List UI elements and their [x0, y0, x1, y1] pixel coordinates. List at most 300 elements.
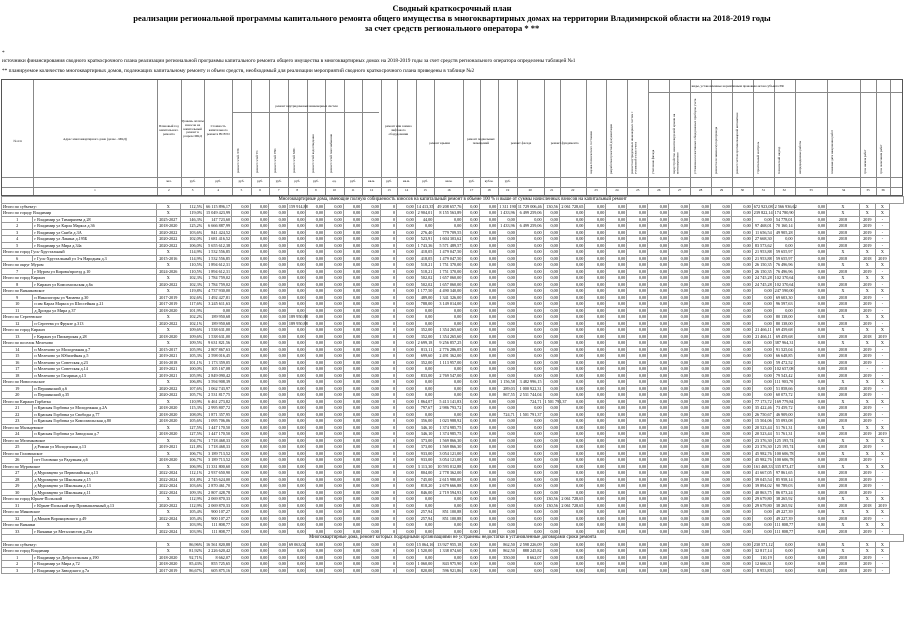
row-value: 0,00	[498, 307, 517, 314]
row-value: 0,00	[559, 307, 585, 314]
row-value: 0,00	[397, 483, 416, 490]
row-value: Х	[827, 203, 860, 210]
row-value: 0,00	[585, 457, 606, 464]
row-value: 0,00	[397, 333, 416, 340]
row-value: 0,00	[232, 392, 251, 399]
row-number: 10	[2, 301, 33, 308]
row-value: 0,00	[434, 216, 463, 223]
header-group-basement: ремонт подвальных помещений	[467, 137, 495, 145]
row-value: 0,00	[648, 320, 669, 327]
row-value: 0,00	[543, 249, 559, 256]
row-value: 0,00	[559, 561, 585, 568]
row-value: 0,00	[669, 301, 690, 308]
row-value: 125 195,74	[774, 444, 794, 450]
row-value: 0,00	[794, 509, 827, 516]
row-value: 0,00	[498, 444, 517, 451]
row-value: 0,00	[559, 515, 585, 522]
row-value: 0,00	[648, 281, 669, 288]
row-address: г Киржач ул Комсомольская д.6а	[33, 281, 156, 288]
row-value: 0,00	[479, 288, 498, 295]
row-value: 0,00	[479, 561, 498, 568]
row-payment-level: 112,9%	[180, 496, 203, 503]
row-value: 0,00	[232, 229, 251, 236]
row-value: 0,00	[325, 522, 344, 529]
row-value: 0,00	[306, 418, 325, 425]
row-value: 0,00	[606, 294, 627, 301]
row-value: 0,00	[585, 203, 606, 210]
row-value: 39 894,02	[752, 483, 773, 490]
row-value: 0,00	[627, 262, 648, 269]
row-value: 346,10	[415, 424, 434, 431]
row-value: 0,00	[287, 262, 306, 269]
row-number: 14	[2, 346, 33, 353]
row-value: 0,00	[479, 249, 498, 256]
row-value: 0,00	[710, 385, 731, 392]
row-value: 373,00	[415, 444, 434, 451]
row-payment-level: 115,3%	[180, 405, 203, 412]
row-value: 2 776 286,05	[434, 346, 463, 353]
row-value: 0,00	[752, 216, 773, 223]
row-value: Х	[827, 541, 860, 548]
row-value: 29 679,80	[752, 502, 773, 509]
row-total-cost: 2 069 870,33	[204, 496, 232, 503]
row-value: 0,00	[752, 320, 773, 327]
row-value: 0,00	[463, 210, 479, 217]
row-value: 1 113 957,00	[434, 359, 463, 366]
row-value: -	[875, 216, 889, 223]
row-value: 0,00	[710, 249, 731, 256]
row-value: 2018	[827, 457, 860, 464]
row-value: 0,00	[306, 405, 325, 412]
row-value: 0,00	[689, 255, 710, 262]
row-value: 0,00	[627, 288, 648, 295]
row-payment-level: 102,3%	[180, 275, 203, 282]
row-value: 0,00	[559, 210, 585, 217]
row-value: 0,00	[689, 379, 710, 386]
row-value: 0,00	[362, 437, 381, 444]
row-value: 0	[380, 392, 396, 399]
row-value: 0,00	[794, 288, 827, 295]
row-value: 0,00	[794, 541, 827, 548]
row-year: Х	[156, 463, 180, 470]
row-value: -	[875, 223, 889, 230]
row-value: 0,00	[306, 249, 325, 256]
row-value: 0,00	[250, 567, 269, 574]
row-value: 0,00	[232, 314, 251, 321]
row-value: 0,00	[415, 314, 434, 321]
row-value: 0,00	[498, 216, 517, 223]
row-value: 0,00	[343, 450, 362, 457]
row-value: 23 376,30	[752, 437, 773, 444]
row-value: 0,00	[463, 281, 479, 288]
row-value: 0,00	[627, 457, 648, 464]
row-value: 5 413 141,83	[434, 398, 463, 405]
row-value: 0,00	[516, 275, 543, 282]
row-value: 77 173,72	[752, 398, 773, 405]
row-value: 51 858,66	[773, 385, 794, 392]
row-value: 0,00	[516, 515, 543, 522]
row-value: 0,00	[434, 385, 463, 392]
row-value: 0,00	[606, 301, 627, 308]
row-payment-level: 106,7%	[180, 457, 203, 464]
row-value: 0,00	[669, 210, 690, 217]
row-address: п Мелехово ул Советская д.14	[33, 366, 156, 373]
row-value: 0,00	[463, 561, 479, 568]
header-unit: руб.	[257, 179, 263, 183]
row-value: 0,00	[232, 249, 251, 256]
row-value: 0,00	[606, 437, 627, 444]
row-value: 0	[380, 301, 396, 308]
row-total-cost: 6 461 273,82	[204, 398, 232, 405]
row-value: Х	[859, 424, 875, 431]
row-total-cost: 3 594 908,39	[204, 379, 232, 386]
row-value: -	[875, 470, 889, 477]
header-col-number: 15	[423, 188, 427, 192]
row-value: 0,00	[585, 385, 606, 392]
row-value: 0,00	[250, 502, 269, 509]
row-value: 0	[380, 275, 396, 282]
row-number: 27	[2, 470, 33, 477]
row-value: 0,00	[362, 405, 381, 412]
row-value: 0,00	[498, 242, 517, 249]
row-value: 0	[380, 210, 396, 217]
row-value: 0,00	[434, 411, 463, 418]
row-value: 0,00	[606, 496, 627, 503]
row-value: -	[875, 320, 889, 327]
row-number: 2	[2, 561, 33, 568]
row-value: 0,00	[516, 405, 543, 412]
row-value: 0	[380, 522, 396, 529]
row-value: 0,00	[362, 320, 381, 327]
row-value: 0,00	[516, 229, 543, 236]
row-value: 0,00	[669, 489, 690, 496]
row-value: 0,00	[585, 431, 606, 438]
row-payment-level: 103,9%	[180, 528, 203, 535]
row-value: 0,00	[306, 528, 325, 535]
row-payment-level: 105,9%	[180, 372, 203, 379]
row-value: 0,00	[710, 255, 731, 262]
row-value: -	[875, 366, 889, 373]
row-payment-level: 102,6%	[180, 294, 203, 301]
row-value: 0,00	[463, 216, 479, 223]
row-value: Х	[859, 203, 875, 210]
row-value: 0,00	[325, 203, 344, 210]
row-value: 0,00	[232, 437, 251, 444]
row-value: 0,00	[287, 561, 306, 568]
row-value: 0	[380, 450, 396, 457]
row-value: 0,00	[648, 470, 669, 477]
row-value: 0,00	[648, 548, 669, 555]
row-value: 0,00	[306, 262, 325, 269]
row-year: Х	[156, 275, 180, 282]
row-value: 0,00	[287, 372, 306, 379]
row-value: 0,00	[731, 541, 752, 548]
row-value: 0,00	[585, 353, 606, 360]
row-value: 2019	[859, 216, 875, 223]
row-value: 0,00	[250, 346, 269, 353]
row-value: 2019	[859, 431, 875, 438]
row-value: 0,00	[232, 294, 251, 301]
header-col-number: 6	[259, 188, 261, 192]
footnote-marker: *	[2, 50, 5, 56]
row-year: 2018-2020	[156, 457, 180, 464]
row-value: 862,50	[498, 541, 517, 548]
row-value: 0,00	[627, 314, 648, 321]
row-value: 0,00	[689, 554, 710, 561]
row-value: 2018	[827, 489, 860, 496]
row-value: 820,00	[415, 567, 434, 574]
row-value: 0,00	[648, 333, 669, 340]
row-value: 0,00	[731, 294, 752, 301]
row-value: 0,00	[362, 496, 381, 503]
row-value: 0,00	[463, 229, 479, 236]
row-value: 0,00	[731, 463, 752, 470]
row-value: 0,00	[479, 398, 498, 405]
row-total-cost: 15 049 423,99	[204, 210, 232, 217]
row-value: 0,00	[710, 437, 731, 444]
row-value: Х	[875, 463, 889, 470]
row-value: 0,00	[325, 307, 344, 314]
row-value: 0,00	[397, 496, 416, 503]
row-value: 0,00	[434, 314, 463, 321]
row-value: 0,00	[269, 372, 288, 379]
row-total-cost: 900 107,27	[204, 509, 232, 516]
row-value: 0,00	[498, 346, 517, 353]
row-value: 1 751 370,00	[434, 262, 463, 269]
row-value: 110,19	[752, 554, 773, 561]
row-value: 0,00	[250, 281, 269, 288]
row-value: 0,00	[689, 431, 710, 438]
row-value: 0,00	[463, 242, 479, 249]
row-value: 1 177,50	[415, 288, 434, 295]
row-value: 0,00	[362, 450, 381, 457]
row-value: 2 699,18	[415, 340, 434, 347]
row-value: 0,00	[269, 385, 288, 392]
row-value: 0,00	[559, 268, 585, 275]
row-value: 69 459,68	[773, 333, 794, 340]
header-col-number: 2	[167, 188, 170, 192]
row-number: 21	[2, 405, 33, 412]
row-total-cost: 3 245 611,63	[204, 301, 232, 308]
row-value: 0,00	[794, 437, 827, 444]
row-value: 0,00	[689, 476, 710, 483]
row-value: 2019	[859, 223, 875, 230]
row-value: 247 590,00	[774, 288, 794, 294]
row-value: 0,00	[543, 301, 559, 308]
row-value: 0	[380, 366, 396, 373]
row-value: 0,00	[752, 522, 773, 529]
row-address: п Красная Горбатка ул Молодежная д.2А	[33, 405, 156, 412]
row-value: 0,00	[648, 509, 669, 516]
row-value: 0,00	[627, 346, 648, 353]
row-value: 0	[380, 567, 396, 574]
row-value: 0,00	[731, 554, 752, 561]
row-value: 0,00	[543, 489, 559, 496]
row-value: 0,00	[794, 522, 827, 529]
row-value: 0,00	[269, 398, 288, 405]
row-payment-level: 127,5%	[180, 431, 203, 438]
table-header	[1, 79, 903, 196]
row-value: Х	[859, 275, 875, 282]
row-value: 0,00	[648, 405, 669, 412]
row-value: 2019	[875, 255, 889, 262]
row-value: 0,00	[710, 515, 731, 522]
row-value: 29 679,80	[752, 496, 773, 503]
row-value: 0,00	[306, 392, 325, 399]
row-value: 0,00	[479, 346, 498, 353]
row-value: 489,00	[415, 294, 434, 301]
row-value: 0,00	[250, 463, 269, 470]
row-value: 0,00	[250, 528, 269, 535]
document-title: Сводный краткосрочный план	[392, 3, 512, 13]
row-value: 0,00	[516, 437, 543, 444]
row-value: 85 958,14	[773, 476, 794, 483]
row-year: Х	[156, 548, 180, 555]
row-value: 0,00	[498, 340, 517, 347]
row-value: 0,00	[648, 496, 669, 503]
row-value: 0,00	[794, 405, 827, 412]
row-value: 0,00	[343, 522, 362, 529]
row-value: 0,00	[669, 275, 690, 282]
row-value: 0,00	[463, 301, 479, 308]
row-value: 91 525,04	[773, 346, 794, 353]
row-value: 0,00	[585, 288, 606, 295]
row-value: 0,00	[479, 437, 498, 444]
row-value: 0,00	[325, 431, 344, 438]
row-value: 0,00	[325, 340, 344, 347]
row-payment-level: 103,6%	[180, 483, 203, 490]
row-number: 12	[2, 320, 33, 327]
row-value: 0,00	[325, 288, 344, 295]
row-value: 0,00	[731, 320, 752, 327]
row-total-cost: 8 662,07	[204, 554, 232, 561]
row-payment-level: 102,3%	[180, 281, 203, 288]
row-value: 2019	[859, 457, 875, 464]
row-value: 0,00	[516, 561, 543, 568]
row-value: 0,00	[648, 216, 669, 223]
row-value: 0,00	[306, 359, 325, 366]
row-value: 0,00	[543, 392, 559, 399]
row-value: 0,00	[710, 431, 731, 438]
row-value: 0,00	[669, 561, 690, 568]
row-value: 0,00	[606, 476, 627, 483]
row-address: д Муромцево ул Школьная д.11	[33, 489, 156, 496]
row-value: 0,00	[343, 281, 362, 288]
row-value: 0,00	[752, 515, 773, 522]
row-value: 0,00	[585, 242, 606, 249]
row-value: 0,00	[516, 288, 543, 295]
row-value: 0,00	[232, 431, 251, 438]
row-value: 0,00	[543, 450, 559, 457]
row-value: 0,00	[232, 450, 251, 457]
row-value: 0,00	[287, 424, 306, 431]
header-unit: руб.	[422, 179, 428, 183]
row-value: 0,00	[362, 262, 381, 269]
row-value: 0,00	[559, 379, 585, 386]
row-value: 0,00	[669, 294, 690, 301]
row-value: 0,00	[606, 431, 627, 438]
row-value: 356,00	[415, 418, 434, 425]
row-value: 0,00	[669, 463, 690, 470]
row-value: 2018	[827, 392, 860, 399]
row-value: 0,00	[669, 366, 690, 373]
row-value: 0,00	[689, 437, 710, 444]
row-value: 0,00	[669, 483, 690, 490]
row-value: 0,00	[689, 411, 710, 418]
row-value: 0,00	[627, 255, 648, 262]
row-value: 0,00	[434, 392, 463, 399]
row-value: 0,00	[250, 476, 269, 483]
row-total-cost: 1 538 631,00	[204, 327, 232, 334]
row-value: 0,00	[269, 340, 288, 347]
row-value: 102 370,64	[774, 275, 794, 281]
header-unit: руб.	[238, 179, 245, 183]
row-payment-level: 109,5%	[180, 340, 203, 347]
row-value: 0,00	[498, 262, 517, 269]
row-value: 0,00	[648, 522, 669, 529]
row-value: 2019	[859, 359, 875, 366]
row-value: 0,00	[287, 236, 306, 243]
row-value: 0,00	[794, 255, 827, 262]
header-unit: руб.	[386, 179, 392, 183]
row-value: 0,00	[306, 385, 325, 392]
row-value: 0,00	[498, 314, 517, 321]
row-value: 0,00	[559, 567, 585, 574]
row-value: 0,00	[669, 411, 690, 418]
row-value: 0,00	[498, 489, 517, 496]
row-value: 0,00	[516, 262, 543, 269]
row-value: 0,00	[479, 496, 498, 503]
row-value: 0,00	[627, 541, 648, 548]
row-value: 0,00	[710, 522, 731, 529]
row-value: 0,00	[479, 210, 498, 217]
row-year: 2018-2020	[156, 554, 180, 561]
row-value: 2019	[859, 554, 875, 561]
row-value: 0,00	[559, 431, 585, 438]
row-value: 0,00	[232, 548, 251, 555]
row-value: 40 863,75	[752, 489, 773, 496]
row-value: -	[875, 528, 889, 535]
row-value: Х	[859, 437, 875, 444]
header-col-number: 31	[761, 188, 765, 192]
row-year: 2022-2024	[156, 489, 180, 496]
row-value: -	[875, 268, 889, 275]
row-value: 0,00	[498, 255, 517, 262]
row-value: 0,00	[794, 379, 827, 386]
row-value: 0,00	[710, 359, 731, 366]
row-value: 0,00	[287, 333, 306, 340]
header-col-number: 33	[809, 188, 813, 192]
row-value: 0,00	[585, 411, 606, 418]
row-value: 0,00	[627, 223, 648, 230]
row-value: 0,00	[397, 203, 416, 210]
row-value: 2018	[827, 528, 860, 535]
row-value: 8 953,83	[752, 567, 773, 574]
row-value: 2 566 936,62	[774, 203, 797, 209]
row-value: 0,00	[250, 522, 269, 529]
row-value: 0,00	[287, 437, 306, 444]
row-value: 0,00	[516, 476, 543, 483]
row-value: 0,00	[287, 294, 306, 301]
row-value: 0,00	[731, 366, 752, 373]
row-value: 0,00	[606, 444, 627, 451]
row-value: 0,00	[543, 457, 559, 464]
row-value: 0,00	[606, 249, 627, 256]
row-value: 0,00	[343, 444, 362, 451]
row-value: 0,00	[606, 489, 627, 496]
row-value: 0,00	[669, 405, 690, 412]
row-value: 0,00	[269, 366, 288, 373]
